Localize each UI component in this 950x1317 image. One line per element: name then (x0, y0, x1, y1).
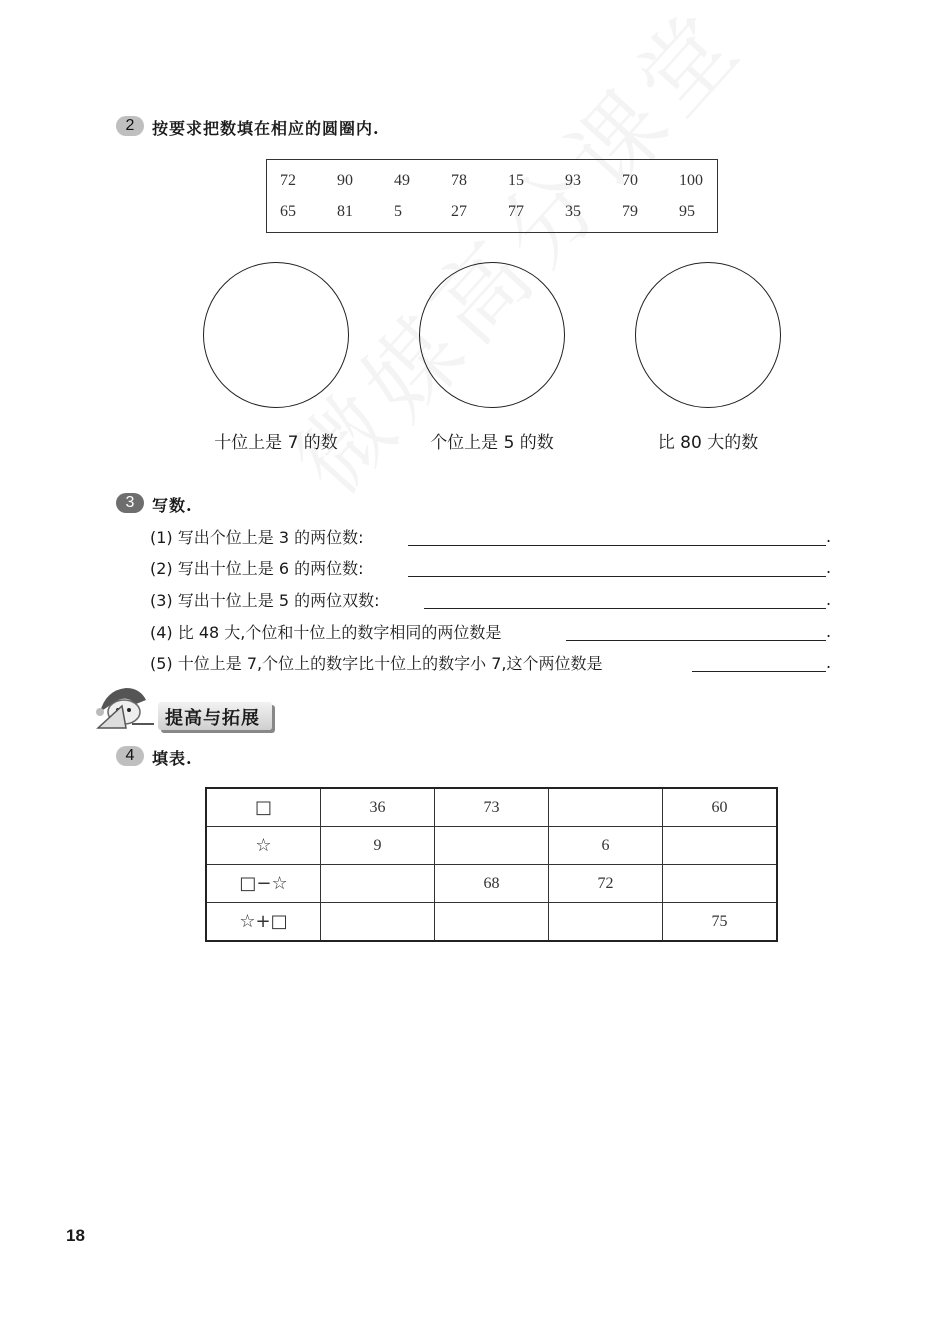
table-row (206, 903, 777, 942)
write-item-5: (5) 十位上是 7,个位上的数字比十位上的数字小 7,这个两位数是 (150, 654, 603, 673)
fill-table (205, 787, 778, 942)
table-cell-blank[interactable] (435, 903, 549, 942)
table-cell: 68 (435, 865, 549, 903)
table-cell-blank[interactable] (663, 827, 778, 865)
write-item-4: (4) 比 48 大,个位和十位上的数字相同的两位数是 (150, 623, 502, 642)
question-4-badge: 4 (116, 746, 144, 766)
table-cell-blank[interactable] (321, 903, 435, 942)
table-cell-blank[interactable] (663, 865, 778, 903)
number-item: 79 (622, 203, 638, 220)
table-cell: 73 (435, 788, 549, 827)
table-cell-blank[interactable] (549, 903, 663, 942)
answer-blank-1[interactable] (408, 527, 826, 546)
table-row (206, 788, 777, 827)
page-number: 18 (66, 1226, 85, 1245)
number-box (266, 159, 718, 233)
answer-circle-ones-5[interactable] (419, 262, 565, 408)
question-3-badge: 3 (116, 493, 144, 513)
circle-label: 比 80 大的数 (657, 433, 759, 453)
period-mark: . (826, 622, 832, 641)
circle-label: 个位上是 5 的数 (430, 433, 554, 453)
number-item: 15 (508, 172, 524, 189)
write-item-1: (1) 写出个位上是 3 的两位数: (150, 528, 364, 547)
table-row (206, 865, 777, 903)
table-cell: 36 (321, 788, 435, 827)
number-item: 49 (394, 172, 410, 189)
number-item: 95 (679, 203, 695, 220)
answer-circle-greater-80[interactable] (635, 262, 781, 408)
write-item-2: (2) 写出十位上是 6 的两位数: (150, 559, 364, 578)
row-header-star: ☆ (206, 827, 321, 865)
row-header-sum: ☆+□ (206, 903, 321, 942)
answer-blank-3[interactable] (424, 590, 826, 609)
number-item: 65 (280, 203, 296, 220)
number-item: 78 (451, 172, 467, 189)
number-item: 27 (451, 203, 467, 220)
answer-blank-2[interactable] (408, 558, 826, 577)
number-item: 70 (622, 172, 638, 189)
number-item: 5 (394, 203, 402, 220)
write-item-3: (3) 写出十位上是 5 的两位双数: (150, 591, 380, 610)
table-cell: 75 (663, 903, 778, 942)
table-cell-blank[interactable] (549, 788, 663, 827)
number-item: 77 (508, 203, 524, 220)
answer-blank-5[interactable] (692, 653, 826, 672)
row-header-square: □ (206, 788, 321, 827)
table-cell-blank[interactable] (435, 827, 549, 865)
number-item: 35 (565, 203, 581, 220)
circle-label: 十位上是 7 的数 (214, 433, 338, 453)
period-mark: . (826, 527, 832, 546)
table-row (206, 827, 777, 865)
table-cell: 9 (321, 827, 435, 865)
question-4-title: 填表. (152, 749, 193, 768)
number-item: 100 (679, 172, 703, 189)
number-item: 81 (337, 203, 353, 220)
answer-circle-tens-7[interactable] (203, 262, 349, 408)
period-mark: . (826, 653, 832, 672)
table-cell: 60 (663, 788, 778, 827)
period-mark: . (826, 558, 832, 577)
question-2-title: 按要求把数填在相应的圆圈内. (152, 119, 380, 138)
number-item: 90 (337, 172, 353, 189)
period-mark: . (826, 590, 832, 609)
question-2-badge: 2 (116, 116, 144, 136)
answer-blank-4[interactable] (566, 622, 826, 641)
mascot-icon (92, 682, 158, 732)
section-title: 提高与拓展 (165, 708, 260, 729)
number-item: 72 (280, 172, 296, 189)
number-item: 93 (565, 172, 581, 189)
table-cell: 72 (549, 865, 663, 903)
table-cell-blank[interactable] (321, 865, 435, 903)
table-cell: 6 (549, 827, 663, 865)
row-header-difference: □−☆ (206, 865, 321, 903)
question-3-title: 写数. (152, 496, 193, 515)
